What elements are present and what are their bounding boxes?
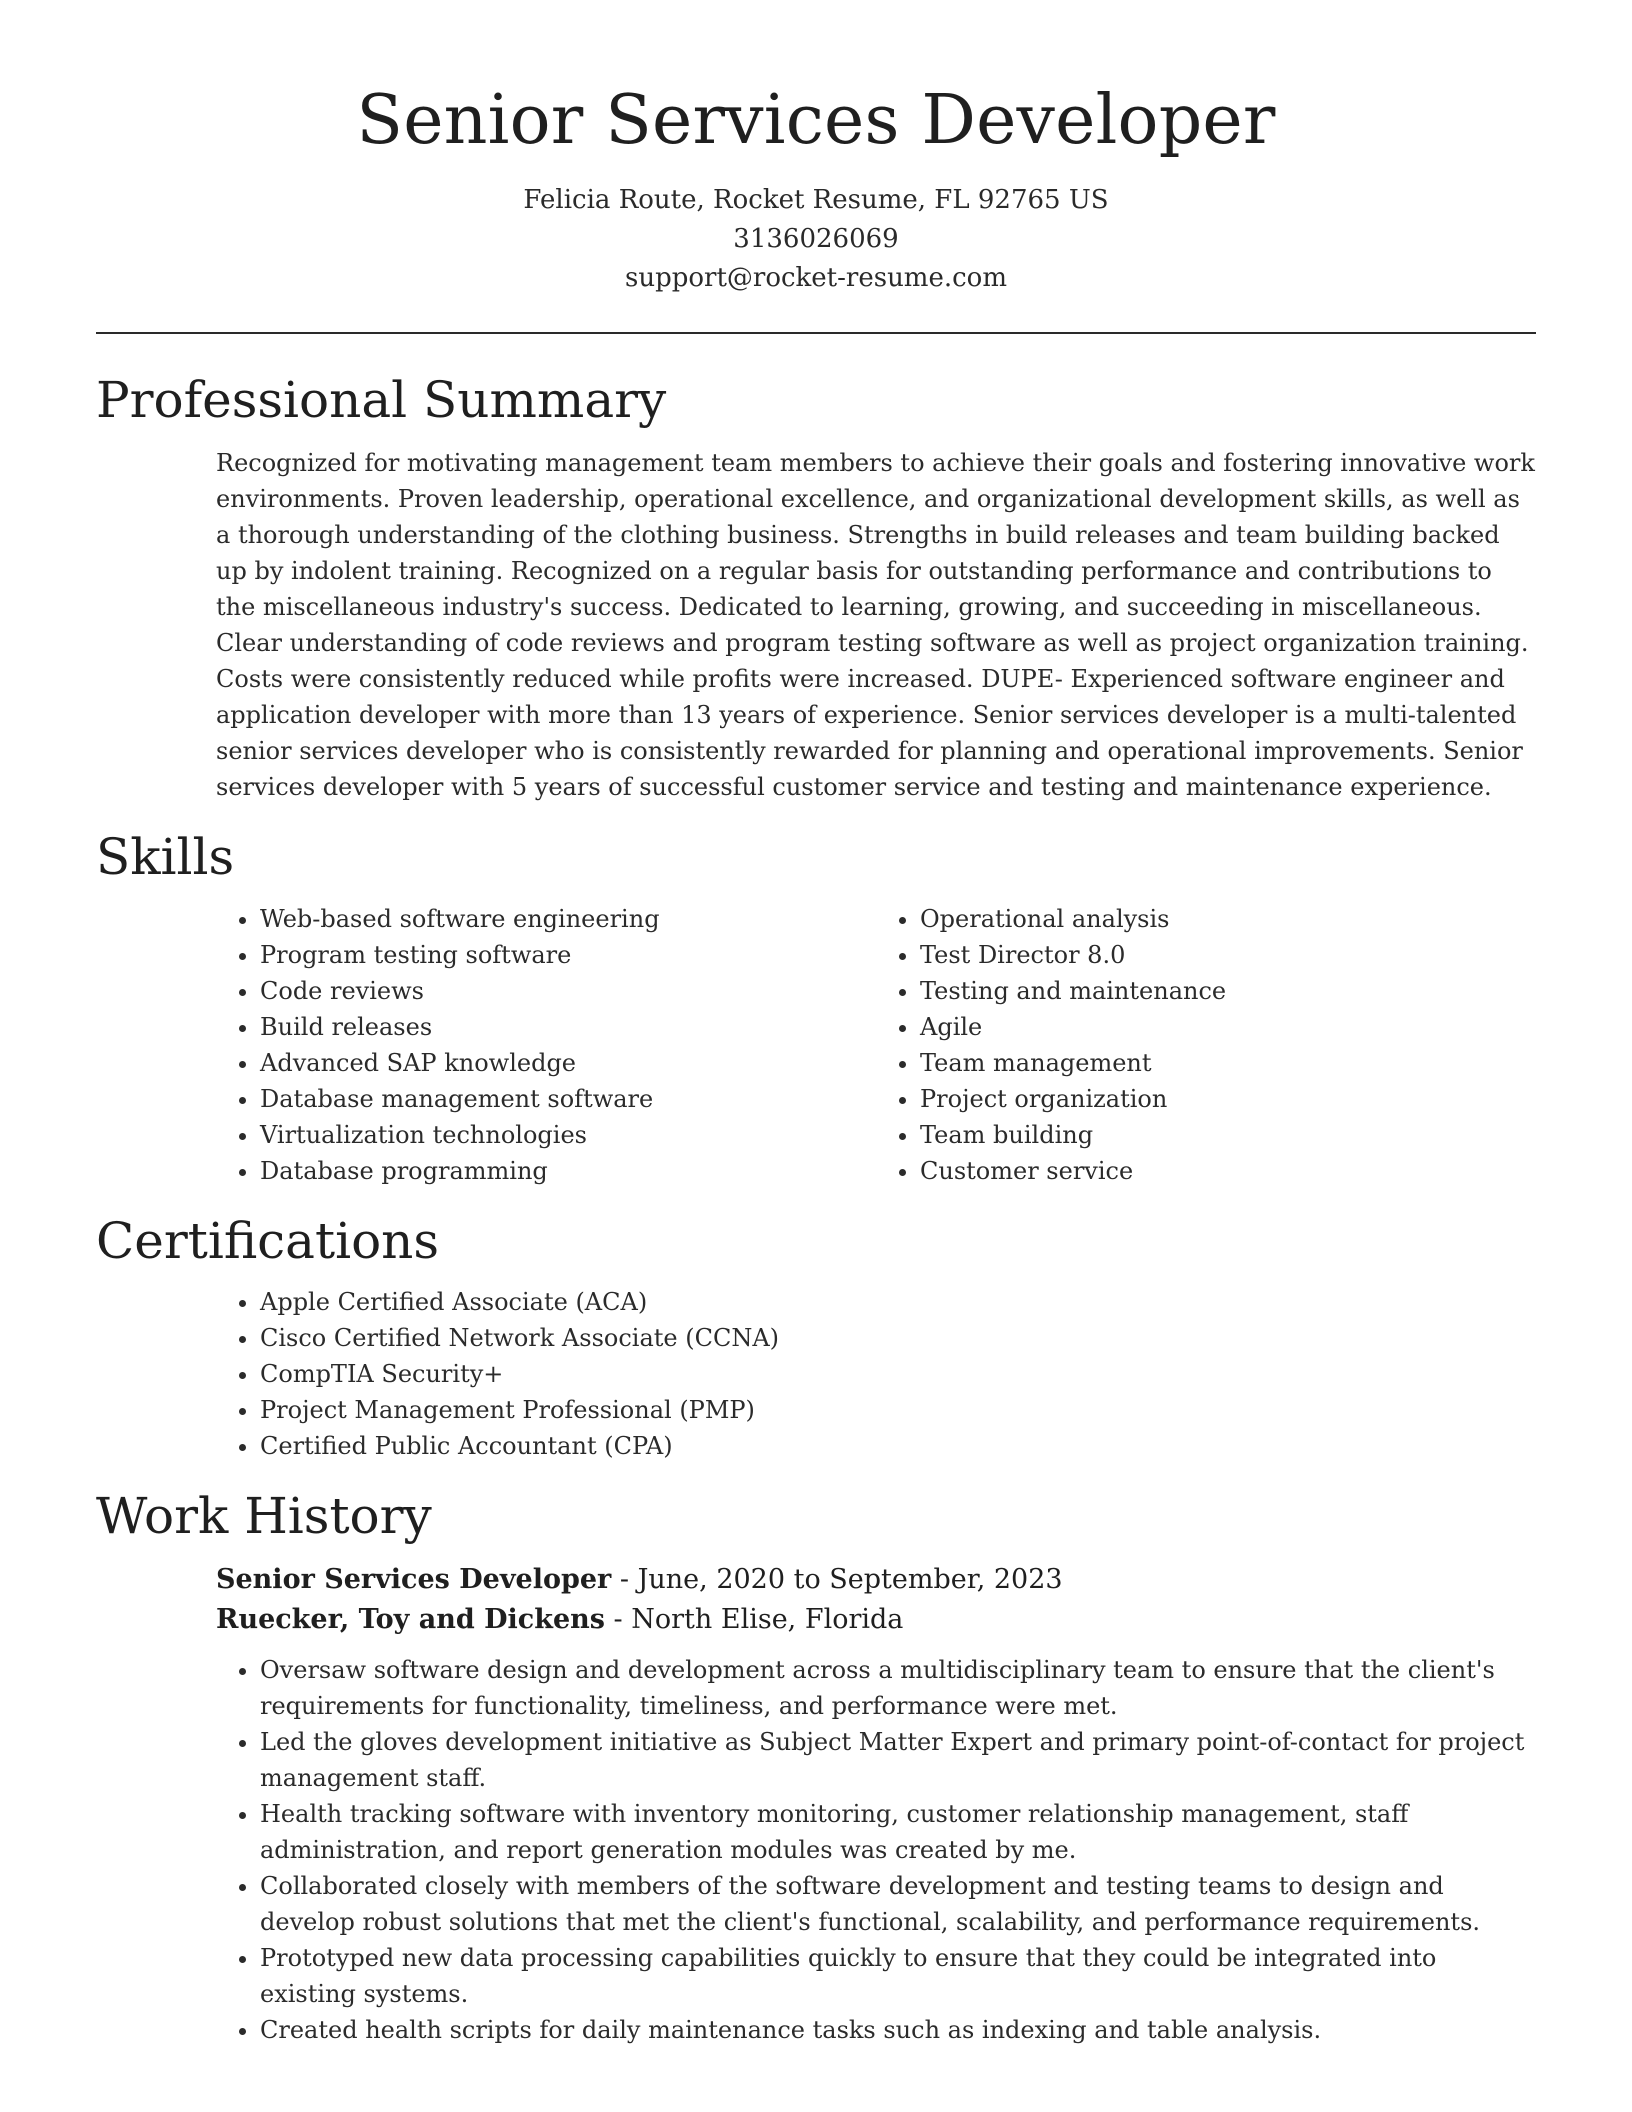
certifications-list xyxy=(216,1284,1536,1464)
resume-header xyxy=(96,0,1536,334)
skill-item: • Operational analysis xyxy=(920,901,1536,937)
professional-summary-section xyxy=(96,372,1536,806)
skill-item: • Testing and maintenance xyxy=(920,973,1536,1009)
summary-text: Recognized for motivating management team members to achieve their goals and fostering innovative work environments. Proven leadership, operational excellence, and organizational development skills, as well as a thorough understanding of the clothing business. Strengths in build releases and team building backed up by indolent training. Recognized on a regular basis for outstanding performance and contributions to the miscellaneous industry's success. Dedicated to learning, growing, and succeeding in miscellaneous. Clear understanding of code reviews and program testing software as well as project organization training. Costs were consistently reduced while profits were increased. DUPE- Experienced software engineer and application developer with more than 13 years of experience. Senior services developer is a multi-talented senior services developer who is consistently rewarded for planning and operational improvements. Senior services developer with 5 years of successful customer service and testing and maintenance experience. xyxy=(216,449,1535,802)
job-role: Senior Services Developer xyxy=(216,1563,612,1595)
job-company: Ruecker, Toy and Dickens xyxy=(216,1603,605,1635)
job-bullet: • Prototyped new data processing capabilities quickly to ensure that they could be integrated into existing systems. xyxy=(260,1940,1536,2012)
skill-item: • Customer service xyxy=(920,1153,1536,1189)
section-title-summary: Professional Summary xyxy=(96,370,667,429)
job-company-line xyxy=(216,1600,1536,1640)
certification-item: • Certified Public Accountant (CPA) xyxy=(260,1428,1536,1464)
skill-item: • Program testing software xyxy=(260,937,876,973)
certification-item: • CompTIA Security+ xyxy=(260,1356,1536,1392)
job-title-line xyxy=(216,1560,1536,1600)
certification-item: • Cisco Certified Network Associate (CCNA) xyxy=(260,1320,1536,1356)
skills-columns xyxy=(216,901,1536,1189)
certification-item: • Apple Certified Associate (ACA) xyxy=(260,1284,1536,1320)
job-bullet: • Created health scripts for daily maintenance tasks such as indexing and table analysis. xyxy=(260,2012,1536,2048)
job-bullet-list xyxy=(216,1652,1536,2048)
skill-item: • Database management software xyxy=(260,1081,876,1117)
skill-item: • Database programming xyxy=(260,1153,876,1189)
section-title-certifications: Certifications xyxy=(96,1211,440,1270)
job-bullet: • Led the gloves development initiative as Subject Matter Expert and primary point-of-contact for project management staff. xyxy=(260,1724,1536,1796)
job-entry xyxy=(216,1560,1536,2048)
job-location: - North Elise, Florida xyxy=(604,1603,904,1635)
header-divider xyxy=(96,332,1536,334)
contact-info xyxy=(96,181,1536,298)
skill-item: • Team management xyxy=(920,1045,1536,1081)
skill-item: • Project organization xyxy=(920,1081,1536,1117)
skill-item: • Web-based software engineering xyxy=(260,901,876,937)
skill-item: • Virtualization technologies xyxy=(260,1117,876,1153)
contact-phone: 3136026069 xyxy=(733,223,899,254)
skills-list-left xyxy=(216,901,876,1189)
skill-item: • Code reviews xyxy=(260,973,876,1009)
section-title-skills: Skills xyxy=(96,828,235,887)
certifications-body xyxy=(216,1284,1536,1464)
certification-item: • Project Management Professional (PMP) xyxy=(260,1392,1536,1428)
work-history-section xyxy=(96,1488,1536,2048)
job-bullet: • Health tracking software with inventory monitoring, customer relationship management, staff administration, and report generation modules was created by me. xyxy=(260,1796,1536,1868)
skill-item: • Agile xyxy=(920,1009,1536,1045)
contact-address: Felicia Route, Rocket Resume, FL 92765 US xyxy=(523,184,1109,215)
skill-item: • Test Director 8.0 xyxy=(920,937,1536,973)
resume-name: Senior Services Developer xyxy=(356,81,1276,160)
job-bullet: • Oversaw software design and development across a multidisciplinary team to ensure that the client's requirements for functionality, timeliness, and performance were met. xyxy=(260,1652,1536,1724)
skills-section xyxy=(96,829,1536,1189)
section-title-work-history: Work History xyxy=(96,1487,432,1546)
certifications-section xyxy=(96,1213,1536,1465)
skills-list-right xyxy=(876,901,1536,1189)
skill-item: • Build releases xyxy=(260,1009,876,1045)
job-bullet: • Collaborated closely with members of the software development and testing teams to design and develop robust solutions that met the client's functional, scalability, and performance requirements. xyxy=(260,1868,1536,1940)
contact-email: support@rocket-resume.com xyxy=(624,262,1007,293)
skill-item: • Team building xyxy=(920,1117,1536,1153)
skill-item: • Advanced SAP knowledge xyxy=(260,1045,876,1081)
job-dates: - June, 2020 to September, 2023 xyxy=(611,1563,1063,1595)
